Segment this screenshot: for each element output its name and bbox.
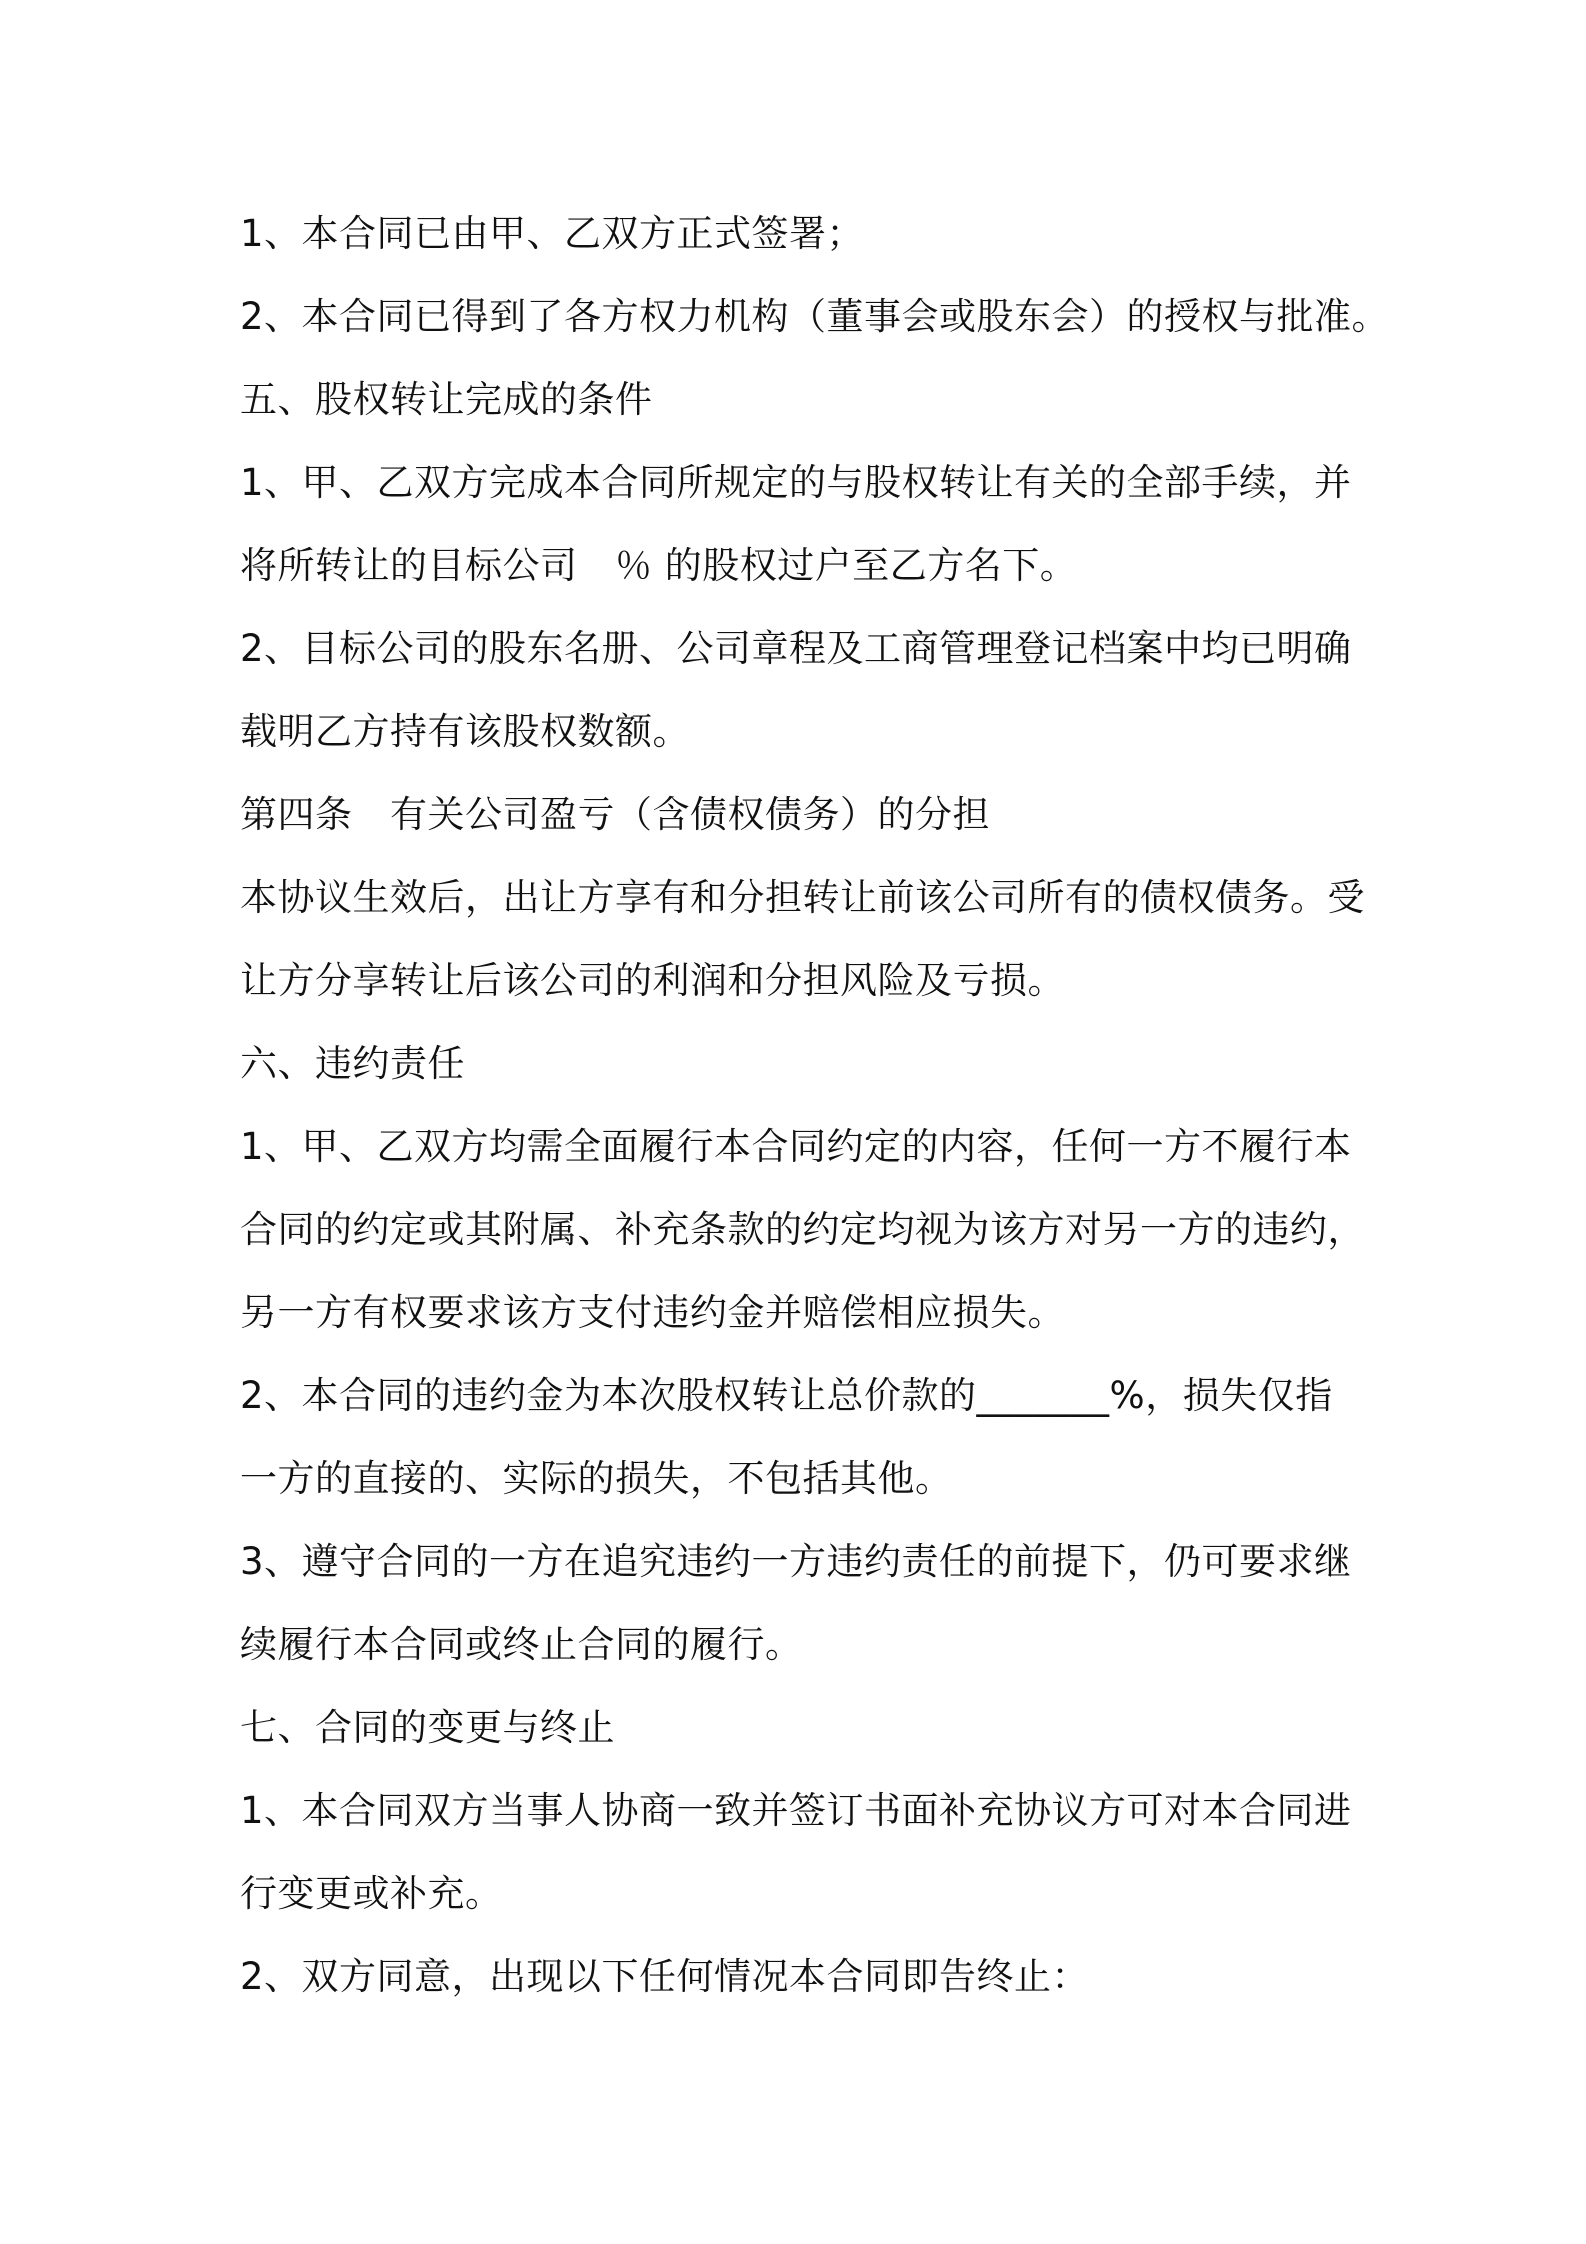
clause-line: 2、双方同意，出现以下任何情况本合同即告终止： xyxy=(240,1955,1090,1998)
document-body xyxy=(240,192,1390,2018)
paragraph-line: 让方分享转让后该公司的利润和分担风险及亏损。 xyxy=(240,959,1065,1002)
clause-line: 将所转让的目标公司 ％ 的股权过户至乙方名下。 xyxy=(240,544,1078,587)
clause-line: 1、本合同双方当事人协商一致并签订书面补充协议方可对本合同进 xyxy=(240,1789,1352,1832)
section-heading: 七、合同的变更与终止 xyxy=(240,1706,615,1749)
clause-line: 载明乙方持有该股权数额。 xyxy=(240,710,690,753)
clause-line: 续履行本合同或终止合同的履行。 xyxy=(240,1623,803,1666)
clause-line: 2、本合同已得到了各方权力机构（董事会或股东会）的授权与批准。 xyxy=(240,295,1390,338)
clause-line: 1、甲、乙双方均需全面履行本合同约定的内容，任何一方不履行本 xyxy=(240,1125,1352,1168)
section-heading: 六、违约责任 xyxy=(240,1042,465,1085)
clause-line: 2、目标公司的股东名册、公司章程及工商管理登记档案中均已明确 xyxy=(240,627,1352,670)
clause-line: 3、遵守合同的一方在追究违约一方违约责任的前提下，仍可要求继 xyxy=(240,1540,1352,1583)
article-heading: 第四条 有关公司盈亏（含债权债务）的分担 xyxy=(240,793,990,836)
clause-line: 1、甲、乙双方完成本合同所规定的与股权转让有关的全部手续，并 xyxy=(240,461,1352,504)
clause-line: 合同的约定或其附属、补充条款的约定均视为该方对另一方的违约， xyxy=(240,1208,1365,1251)
clause-line: 2、本合同的违约金为本次股权转让总价款的_______%，损失仅指 xyxy=(240,1374,1333,1417)
clause-line: 另一方有权要求该方支付违约金并赔偿相应损失。 xyxy=(240,1291,1065,1334)
section-heading: 五、股权转让完成的条件 xyxy=(240,378,653,421)
clause-line: 1、本合同已由甲、乙双方正式签署； xyxy=(240,212,865,255)
clause-line: 行变更或补充。 xyxy=(240,1872,503,1915)
paragraph-line: 本协议生效后，出让方享有和分担转让前该公司所有的债权债务。受 xyxy=(240,876,1365,919)
clause-line: 一方的直接的、实际的损失，不包括其他。 xyxy=(240,1457,953,1500)
